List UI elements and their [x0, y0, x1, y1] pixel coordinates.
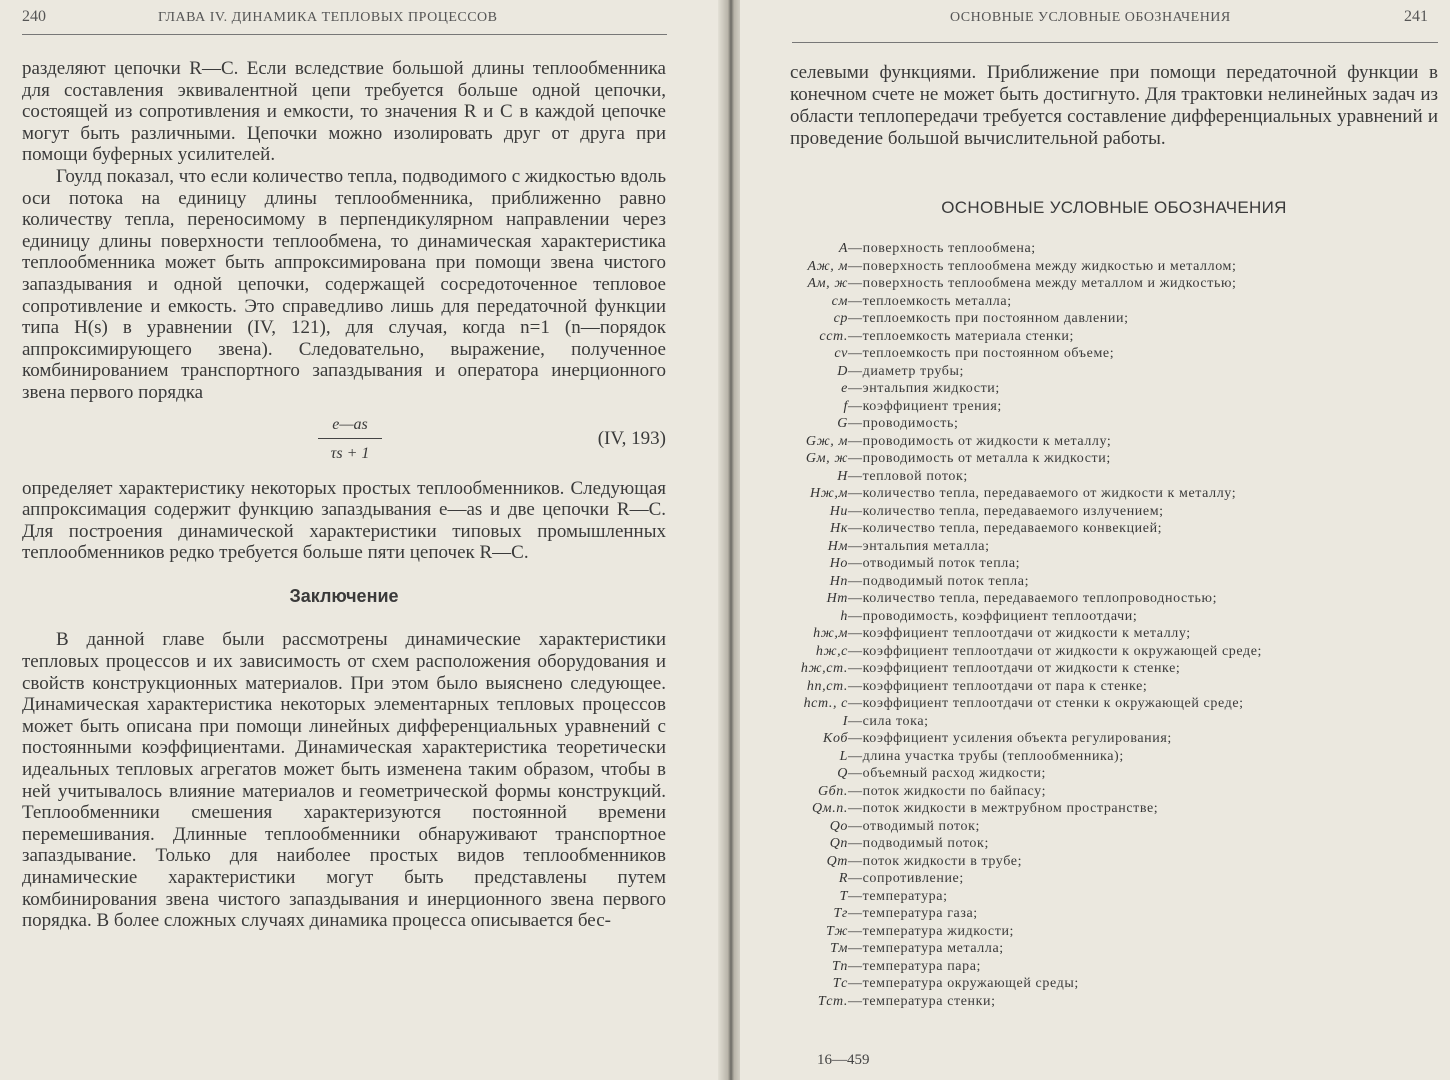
notation-item — [790, 870, 1440, 888]
notation-description: —температура стенки; — [848, 993, 996, 1009]
formula-denominator: τs + 1 — [330, 445, 370, 463]
notation-symbol: hж,ст. — [800, 661, 848, 676]
notation-item — [790, 555, 1440, 573]
notation-symbol: Qо — [829, 818, 848, 834]
notation-item — [790, 398, 1440, 416]
notation-description: —теплоемкость при постоянном объеме; — [848, 346, 1115, 361]
notation-symbol: Aж, м — [807, 258, 848, 274]
notation-description: —количество тепла, передаваемого конвекцией; — [848, 521, 1163, 536]
notation-item — [790, 748, 1440, 766]
notation-description: —подводимый поток тепла; — [848, 573, 1030, 589]
notation-item — [790, 975, 1440, 993]
notation-item — [790, 800, 1440, 818]
notation-symbol: f — [843, 398, 848, 414]
notation-description: —поток жидкости по байпасу; — [848, 783, 1047, 799]
notation-description: —диаметр трубы; — [848, 363, 965, 379]
notation-symbol: Q — [837, 766, 848, 781]
right-page-number: 241 — [1404, 8, 1428, 25]
notation-description: —теплоемкость при постоянном давлении; — [848, 311, 1129, 326]
left-page — [0, 0, 722, 1080]
notation-item — [790, 258, 1440, 276]
notation-symbol: R — [838, 871, 848, 886]
notation-symbol: Aм, ж — [807, 276, 848, 291]
notation-item — [790, 590, 1440, 608]
notation-symbol: Tм — [830, 941, 848, 956]
notation-symbol: I — [842, 713, 848, 729]
notation-symbol: hп,ст. — [806, 678, 848, 694]
right-body-text — [790, 62, 1438, 150]
left-running-head: ГЛАВА IV. ДИНАМИКА ТЕПЛОВЫХ ПРОЦЕССОВ — [158, 10, 498, 25]
notation-description: —длина участка трубы (теплообменника); — [848, 748, 1124, 764]
notation-description: —количество тепла, передаваемого теплопроводностью; — [848, 591, 1218, 606]
notation-item — [790, 940, 1440, 958]
notation-symbol: e — [841, 381, 848, 396]
notation-item — [790, 240, 1440, 258]
notation-symbol: H — [837, 468, 848, 484]
notation-symbol: T — [839, 888, 848, 904]
notation-description: —теплоемкость материала стенки; — [848, 328, 1075, 344]
paragraph: Гоулд показал, что если количество тепла, подводимого с жидкостью вдоль оси потока на единицу длины теплообменника, приближенно равно количеству тепла, переносимому в перпендикулярном направлении через единицу длины поверхности теплообмена, то динамическая характеристика теплообменника может быть аппроксимирована при помощи звена чистого запаздывания и одной цепочки, содержащей сосредоточенное тепловое сопротивление и емкость. Это справедливо лишь для передаточной функции типа H(s) в уравнении (IV, 121), для случая, когда n=1 (n—порядок аппроксимирующего звена). Следовательно, выражение, полученное комбинированием транспортного запаздывания и оператора инерционного звена первого порядка — [22, 165, 666, 403]
notation-description: —проводимость, коэффициент теплоотдачи; — [848, 608, 1138, 624]
notation-description: —проводимость от металла к жидкости; — [848, 451, 1111, 466]
notation-item — [790, 923, 1440, 941]
notation-item — [790, 730, 1440, 748]
notation-description: —коэффициент усиления объекта регулирования; — [848, 731, 1172, 746]
notation-description: —температура; — [848, 888, 948, 904]
notation-item — [790, 713, 1440, 731]
notation-item — [790, 468, 1440, 486]
right-header-rule — [792, 42, 1438, 43]
notation-description: —сила тока; — [848, 713, 929, 729]
notation-symbol: h — [840, 608, 848, 624]
notation-item — [790, 765, 1440, 783]
notation-symbol: hж,м — [813, 626, 848, 641]
notation-item — [790, 660, 1440, 678]
notation-description: —количество тепла, передаваемого излучением; — [848, 503, 1164, 519]
notation-symbol: hж,с — [815, 643, 848, 659]
notation-description: —температура жидкости; — [848, 923, 1015, 939]
notation-description: —поверхность теплообмена между металлом и жидкостью; — [848, 276, 1237, 291]
notation-symbol: Tст. — [817, 993, 848, 1009]
printer-signature: 16—459 — [817, 1052, 870, 1068]
notation-symbol: cст. — [819, 328, 848, 344]
notation-description: —поток жидкости в межтрубном пространстве; — [848, 801, 1159, 816]
notation-item — [790, 678, 1440, 696]
notation-item — [790, 573, 1440, 591]
notation-description: —количество тепла, передаваемого от жидкости к металлу; — [848, 486, 1237, 501]
notation-symbol: Gм, ж — [805, 451, 848, 466]
notation-item — [790, 993, 1440, 1011]
notation-description: —коэффициент теплоотдачи от жидкости к стенке; — [848, 661, 1181, 676]
notation-description: —проводимость; — [848, 416, 959, 431]
formula-label: (IV, 193) — [597, 427, 666, 449]
notation-item — [790, 363, 1440, 381]
notation-symbol: A — [838, 241, 848, 256]
notation-symbol: Hм — [827, 538, 848, 554]
notation-item — [790, 275, 1440, 293]
notation-symbol: cv — [834, 346, 848, 361]
notation-item — [790, 380, 1440, 398]
notation-symbol: cp — [833, 311, 848, 326]
left-body-text — [22, 58, 666, 932]
notation-description: —коэффициент теплоотдачи от пара к стенке; — [848, 678, 1148, 694]
notation-item — [790, 433, 1440, 451]
notation-description: —теплоемкость металла; — [848, 293, 1012, 309]
notation-description: —подводимый поток; — [848, 836, 989, 851]
notation-symbol: cм — [831, 293, 848, 309]
notation-heading: ОСНОВНЫЕ УСЛОВНЫЕ ОБОЗНАЧЕНИЯ — [941, 198, 1287, 217]
notation-item — [790, 695, 1440, 713]
notation-item — [790, 783, 1440, 801]
paragraph: разделяют цепочки R—C. Если вследствие большой длины теплообменника для составления эквивалентной цепи требуется больше одной цепочки, состоящей из сопротивления и емкости, то значения R и C в каждой цепочке могут быть различными. Цепочки можно изолировать друг от друга при помощи буферных усилителей. — [22, 58, 666, 166]
notation-description: —отводимый поток тепла; — [848, 556, 1021, 571]
notation-symbol: Hт — [826, 591, 848, 606]
notation-symbol: Qт — [826, 853, 848, 869]
formula-ivs-193 — [22, 414, 666, 472]
notation-symbol: Tг — [833, 906, 848, 921]
notation-description: —отводимый поток; — [848, 818, 981, 834]
notation-description: —энтальпия жидкости; — [848, 381, 1000, 396]
notation-item — [790, 345, 1440, 363]
notation-item — [790, 415, 1440, 433]
paragraph: В данной главе были рассмотрены динамические характеристики тепловых процессов и их зависимость от схем расположения оборудования и свойств конструкционных материалов. При этом было выяснено следующее. Динамическая характеристика некоторых элементарных тепловых процессов может быть описана при помощи линейных дифференциальных уравнений с постоянными коэффициентами. Динамическая характеристика теоретически идеальных тепловых агрегатов может быть изменена таким образом, чтобы в ней учитывалось влияние материалов и геометрической формы конструкций. Теплообменники смешения характеризуются постоянной времени перемешивания. Длинные теплообменники обнаруживают транспортное запаздывание. Только для наиболее простых видов теплообменников динамические характеристики могут быть представлены путем комбинирования звена чистого запаздывания и инерционного звена первого порядка. В более сложных случаях динамика процесса описывается бес- — [22, 629, 666, 932]
notation-symbol: Hо — [829, 556, 848, 571]
notation-symbol: Gбп. — [817, 783, 848, 799]
notation-item — [790, 310, 1440, 328]
notation-symbol: G — [837, 416, 848, 431]
notation-description: —поверхность теплообмена между жидкостью и металлом; — [848, 258, 1237, 274]
notation-description: —коэффициент трения; — [848, 398, 1002, 414]
notation-item — [790, 538, 1440, 556]
notation-symbol: Tп — [832, 958, 848, 974]
left-header-rule — [22, 34, 667, 35]
formula-numerator: e—as — [318, 414, 382, 440]
notation-item — [790, 625, 1440, 643]
notation-item — [790, 328, 1440, 346]
notation-description: —проводимость от жидкости к металлу; — [848, 433, 1112, 449]
notation-symbol: Kоб — [823, 731, 848, 746]
notation-description: —сопротивление; — [848, 871, 964, 886]
notation-item — [790, 643, 1440, 661]
notation-symbol: Qм.п. — [811, 801, 848, 816]
notation-symbol: Tс — [832, 976, 848, 991]
notation-item — [790, 608, 1440, 626]
notation-description: —поверхность теплообмена; — [848, 241, 1036, 256]
notation-symbol: Gж, м — [805, 433, 848, 449]
notation-description: —тепловой поток; — [848, 468, 968, 484]
left-page-number: 240 — [22, 8, 46, 25]
notation-item — [790, 818, 1440, 836]
notation-symbol: Hк — [830, 521, 848, 536]
notation-description: —температура окружающей среды; — [848, 976, 1079, 991]
notation-description: —температура пара; — [848, 958, 982, 974]
notation-item — [790, 888, 1440, 906]
notation-item — [790, 293, 1440, 311]
notation-symbol: Hп — [829, 573, 848, 589]
notation-description: —температура газа; — [848, 906, 978, 921]
notation-symbol: D — [837, 363, 848, 379]
notation-item — [790, 450, 1440, 468]
formula-fraction — [318, 414, 382, 465]
notation-description: —коэффициент теплоотдачи от стенки к окружающей среде; — [848, 696, 1244, 711]
section-heading: Заключение — [289, 585, 399, 606]
notation-description: —поток жидкости в трубе; — [848, 853, 1023, 869]
notation-symbol: Hж,м — [810, 486, 848, 501]
notation-item — [790, 835, 1440, 853]
notation-description: —энтальпия металла; — [848, 538, 990, 554]
notation-list — [790, 240, 1440, 1010]
right-running-head: ОСНОВНЫЕ УСЛОВНЫЕ ОБОЗНАЧЕНИЯ — [950, 10, 1231, 25]
notation-symbol: Hи — [829, 503, 848, 519]
notation-item — [790, 905, 1440, 923]
notation-symbol: L — [839, 748, 848, 764]
notation-description: —температура металла; — [848, 941, 1004, 956]
notation-item — [790, 503, 1440, 521]
notation-item — [790, 520, 1440, 538]
notation-symbol: Qп — [829, 836, 848, 851]
notation-item — [790, 485, 1440, 503]
notation-symbol: Tж — [825, 923, 848, 939]
paragraph: селевыми функциями. Приближение при помощи передаточной функции в конечном счете не может быть достигнуто. Для трактовки нелинейных задач из области теплопередачи требуется составление дифференциальных уравнений и проведение большой вычислительной работы. — [790, 62, 1438, 149]
notation-description: —объемный расход жидкости; — [848, 766, 1046, 781]
notation-description: —коэффициент теплоотдачи от жидкости к металлу; — [848, 626, 1191, 641]
notation-item — [790, 958, 1440, 976]
notation-description: —коэффициент теплоотдачи от жидкости к окружающей среде; — [848, 643, 1263, 659]
notation-symbol: hст., с — [803, 696, 848, 711]
notation-item — [790, 853, 1440, 871]
paragraph: определяет характеристику некоторых простых теплообменников. Следующая аппроксимация содержит функцию запаздывания e—as и две цепочки R—C. Для построения динамической характеристики типовых промышленных теплообменников редко требуется больше пяти цепочек R—C. — [22, 477, 666, 564]
